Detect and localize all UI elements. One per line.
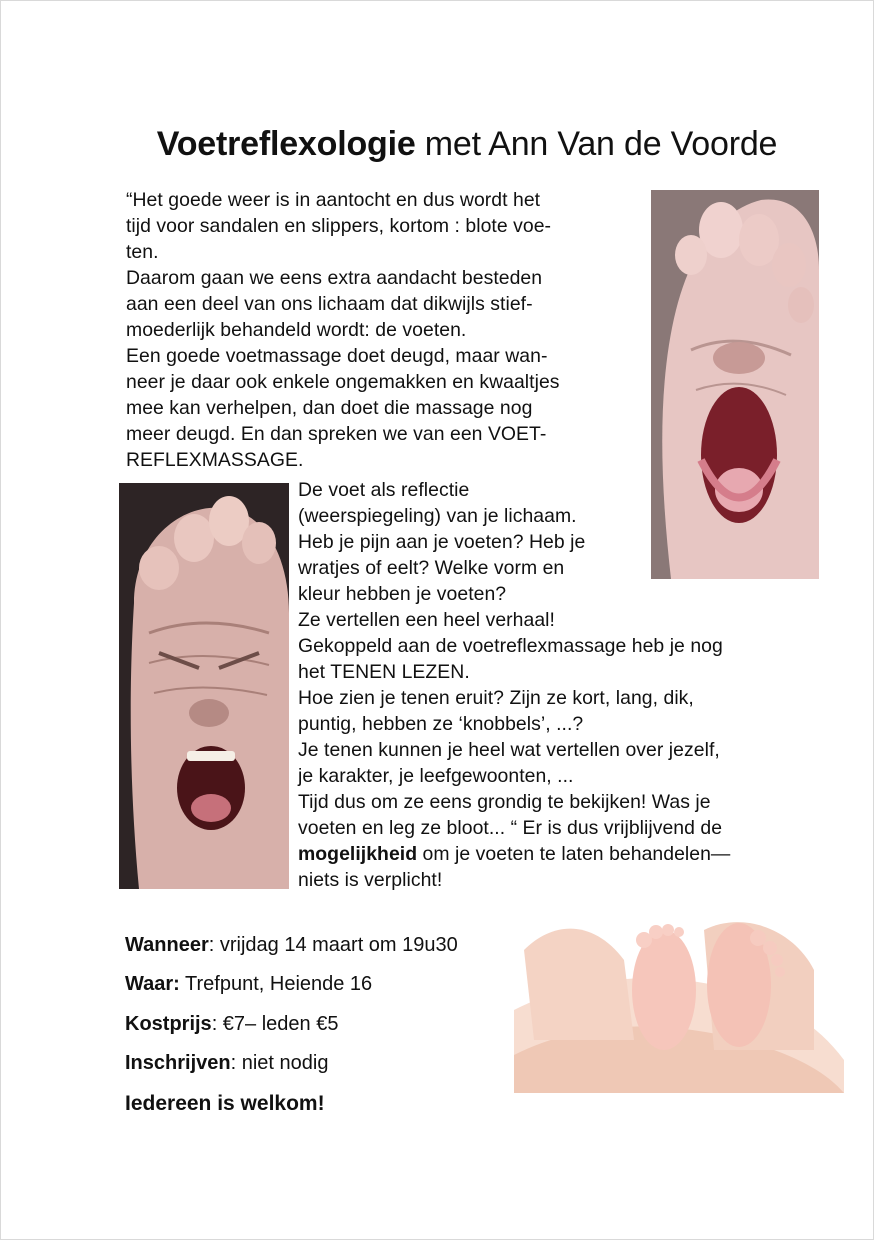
text-line: neer je daar ook enkele ongemakken en kwaaltjes: [126, 371, 560, 393]
mogelijkheid-emphasis: mogelijkheid: [298, 843, 418, 865]
info-price: [125, 1013, 338, 1036]
text-line: Tijd dus om ze eens grondig te bekijken! Was je: [298, 791, 711, 813]
info-signup: [125, 1052, 328, 1075]
price-value: : €7– leden €5: [211, 1013, 339, 1035]
text-line: kleur hebben je voeten?: [298, 583, 507, 605]
text-line: tijd voor sandalen en slippers, kortom : blote voe-: [126, 215, 552, 237]
signup-label: Inschrijven: [125, 1052, 231, 1074]
text-line: je karakter, je leefgewoonten, ...: [298, 765, 574, 787]
text-line: Daarom gaan we eens extra aandacht besteden: [126, 267, 543, 289]
text-line: “Het goede weer is in aantocht en dus wordt het: [126, 189, 541, 211]
text-line: Heb je pijn aan je voeten? Heb je: [298, 531, 586, 553]
signup-value: : niet nodig: [230, 1052, 329, 1074]
when-value: : vrijdag 14 maart om 19u30: [208, 934, 458, 956]
text-line: moederlijk behandeld wordt: de voeten.: [126, 319, 467, 341]
info-where: [125, 973, 372, 996]
text-line: Hoe zien je tenen eruit? Zijn ze kort, lang, dik,: [298, 687, 694, 709]
text-line: (weerspiegeling) van je lichaam.: [298, 505, 577, 527]
text-line: [298, 841, 730, 867]
baby-feet-photo: [514, 890, 844, 1093]
text-line: wratjes of eelt? Welke vorm en: [298, 557, 565, 579]
text-line: Een goede voetmassage doet deugd, maar wan-: [126, 345, 548, 367]
foot-yawning-photo: [651, 190, 819, 579]
where-label: Waar:: [125, 973, 180, 995]
foot-screaming-photo: [119, 483, 289, 889]
price-label: Kostprijs: [125, 1013, 212, 1035]
text-line: niets is verplicht!: [298, 869, 443, 891]
text-line: REFLEXMASSAGE.: [126, 449, 304, 471]
text-line: puntig, hebben ze ‘knobbels’, ...?: [298, 713, 584, 735]
where-value: Trefpunt, Heiende 16: [179, 973, 373, 995]
text-line-rest: om je voeten te laten behandelen—: [417, 843, 731, 865]
text-line: Ze vertellen een heel verhaal!: [298, 609, 555, 631]
text-line: Je tenen kunnen je heel wat vertellen over jezelf,: [298, 739, 720, 761]
text-line: meer deugd. En dan spreken we van een VOET-: [126, 423, 547, 445]
text-line: ten.: [126, 241, 159, 263]
text-line: mee kan verhelpen, dan doet die massage nog: [126, 397, 533, 419]
text-line: het TENEN LEZEN.: [298, 661, 470, 683]
text-line: voeten en leg ze bloot... “ Er is dus vrijblijvend de: [298, 817, 723, 839]
text-line: Gekoppeld aan de voetreflexmassage heb je nog: [298, 635, 723, 657]
text-line: aan een deel van ons lichaam dat dikwijls stief-: [126, 293, 533, 315]
page-title: [0, 125, 874, 164]
text-line: De voet als reflectie: [298, 479, 470, 501]
info-when: [125, 934, 458, 957]
title-rest: met Ann Van de Voorde: [424, 125, 778, 163]
title-bold: Voetreflexologie: [156, 125, 416, 163]
when-label: Wanneer: [125, 934, 209, 956]
welcome-text: Iedereen is welkom!: [125, 1092, 325, 1115]
